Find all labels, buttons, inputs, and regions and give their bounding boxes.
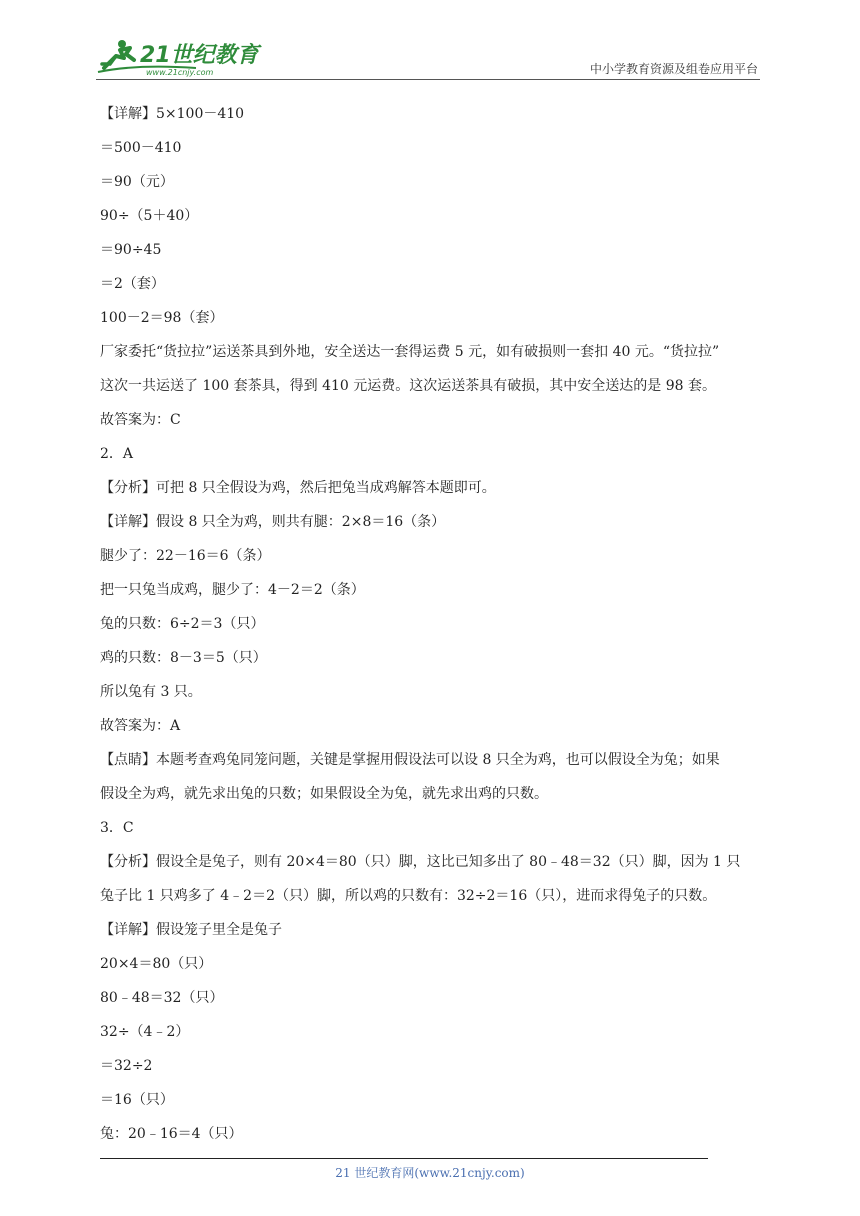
text-line: 故答案为：A [100, 718, 181, 734]
text-line: 把一只兔当成鸡，腿少了：4－2＝2（条） [100, 582, 365, 598]
text-line: 【详解】假设 8 只全为鸡，则共有腿：2×8＝16（条） [100, 514, 446, 530]
header-divider [96, 79, 760, 80]
text-line: ＝2（套） [100, 276, 165, 292]
text-line: ＝90（元） [100, 174, 174, 190]
text-line: 所以兔有 3 只。 [100, 684, 202, 700]
svg-text:www.21cnjy.com: www.21cnjy.com [146, 68, 214, 77]
text-line: 鸡的只数：8－3＝5（只） [100, 650, 267, 666]
text-line: 【详解】假设笼子里全是兔子 [100, 922, 282, 938]
text-line: 【分析】假设全是兔子，则有 20×4＝80（只）脚，这比已知多出了 80﹣48＝32（只）脚，因为 1 只 [100, 854, 741, 870]
text-line: 20×4＝80（只） [100, 956, 213, 972]
text-line: 80﹣48＝32（只） [100, 990, 224, 1006]
text-line: 90÷（5＋40） [100, 208, 199, 224]
text-line: 100－2＝98（套） [100, 310, 224, 326]
text-line: ＝16（只） [100, 1092, 174, 1108]
svg-text:21世纪教育: 21世纪教育 [140, 43, 259, 68]
text-line: 兔的只数：6÷2＝3（只） [100, 616, 265, 632]
text-line: 兔：20﹣16＝4（只） [100, 1126, 243, 1142]
text-line: ＝500－410 [100, 140, 182, 156]
footer-link[interactable]: 21 世纪教育网(www.21cnjy.com) [335, 1166, 525, 1180]
platform-name: 中小学教育资源及组卷应用平台 [589, 62, 758, 76]
text-line: 兔子比 1 只鸡多了 4﹣2＝2（只）脚，所以鸡的只数有：32÷2＝16（只），进而求得兔子的只数。 [100, 888, 717, 904]
logo-21cnjy [96, 34, 266, 78]
text-line: ＝90÷45 [100, 242, 162, 258]
text-line: 假设全为鸡，就先求出兔的只数；如果假设全为兔，就先求出鸡的只数。 [100, 786, 548, 802]
text-line: 厂家委托“货拉拉”运送茶具到外地，安全送达一套得运费 5 元，如有破损则一套扣 40 元。“货拉拉” [100, 344, 720, 360]
text-line: ＝32÷2 [100, 1058, 153, 1074]
question-number: 2．A [100, 446, 134, 462]
question-number: 3．C [100, 820, 134, 836]
page-header [96, 28, 760, 80]
text-line: 32÷（4﹣2） [100, 1024, 190, 1040]
text-line: 腿少了：22－16＝6（条） [100, 548, 271, 564]
text-line: 【分析】可把 8 只全假设为鸡，然后把兔当成鸡解答本题即可。 [100, 480, 496, 496]
text-line: 【点睛】本题考查鸡兔同笼问题，关键是掌握用假设法可以设 8 只全为鸡，也可以假设全为兔；如果 [100, 752, 720, 768]
text-line: 故答案为：C [100, 412, 181, 428]
footer-divider [100, 1158, 708, 1159]
text-line: 这次一共运送了 100 套茶具，得到 410 元运费。这次运送茶具有破损，其中安全送达的是 98 套。 [100, 378, 716, 394]
text-line: 【详解】5×100－410 [100, 106, 245, 122]
